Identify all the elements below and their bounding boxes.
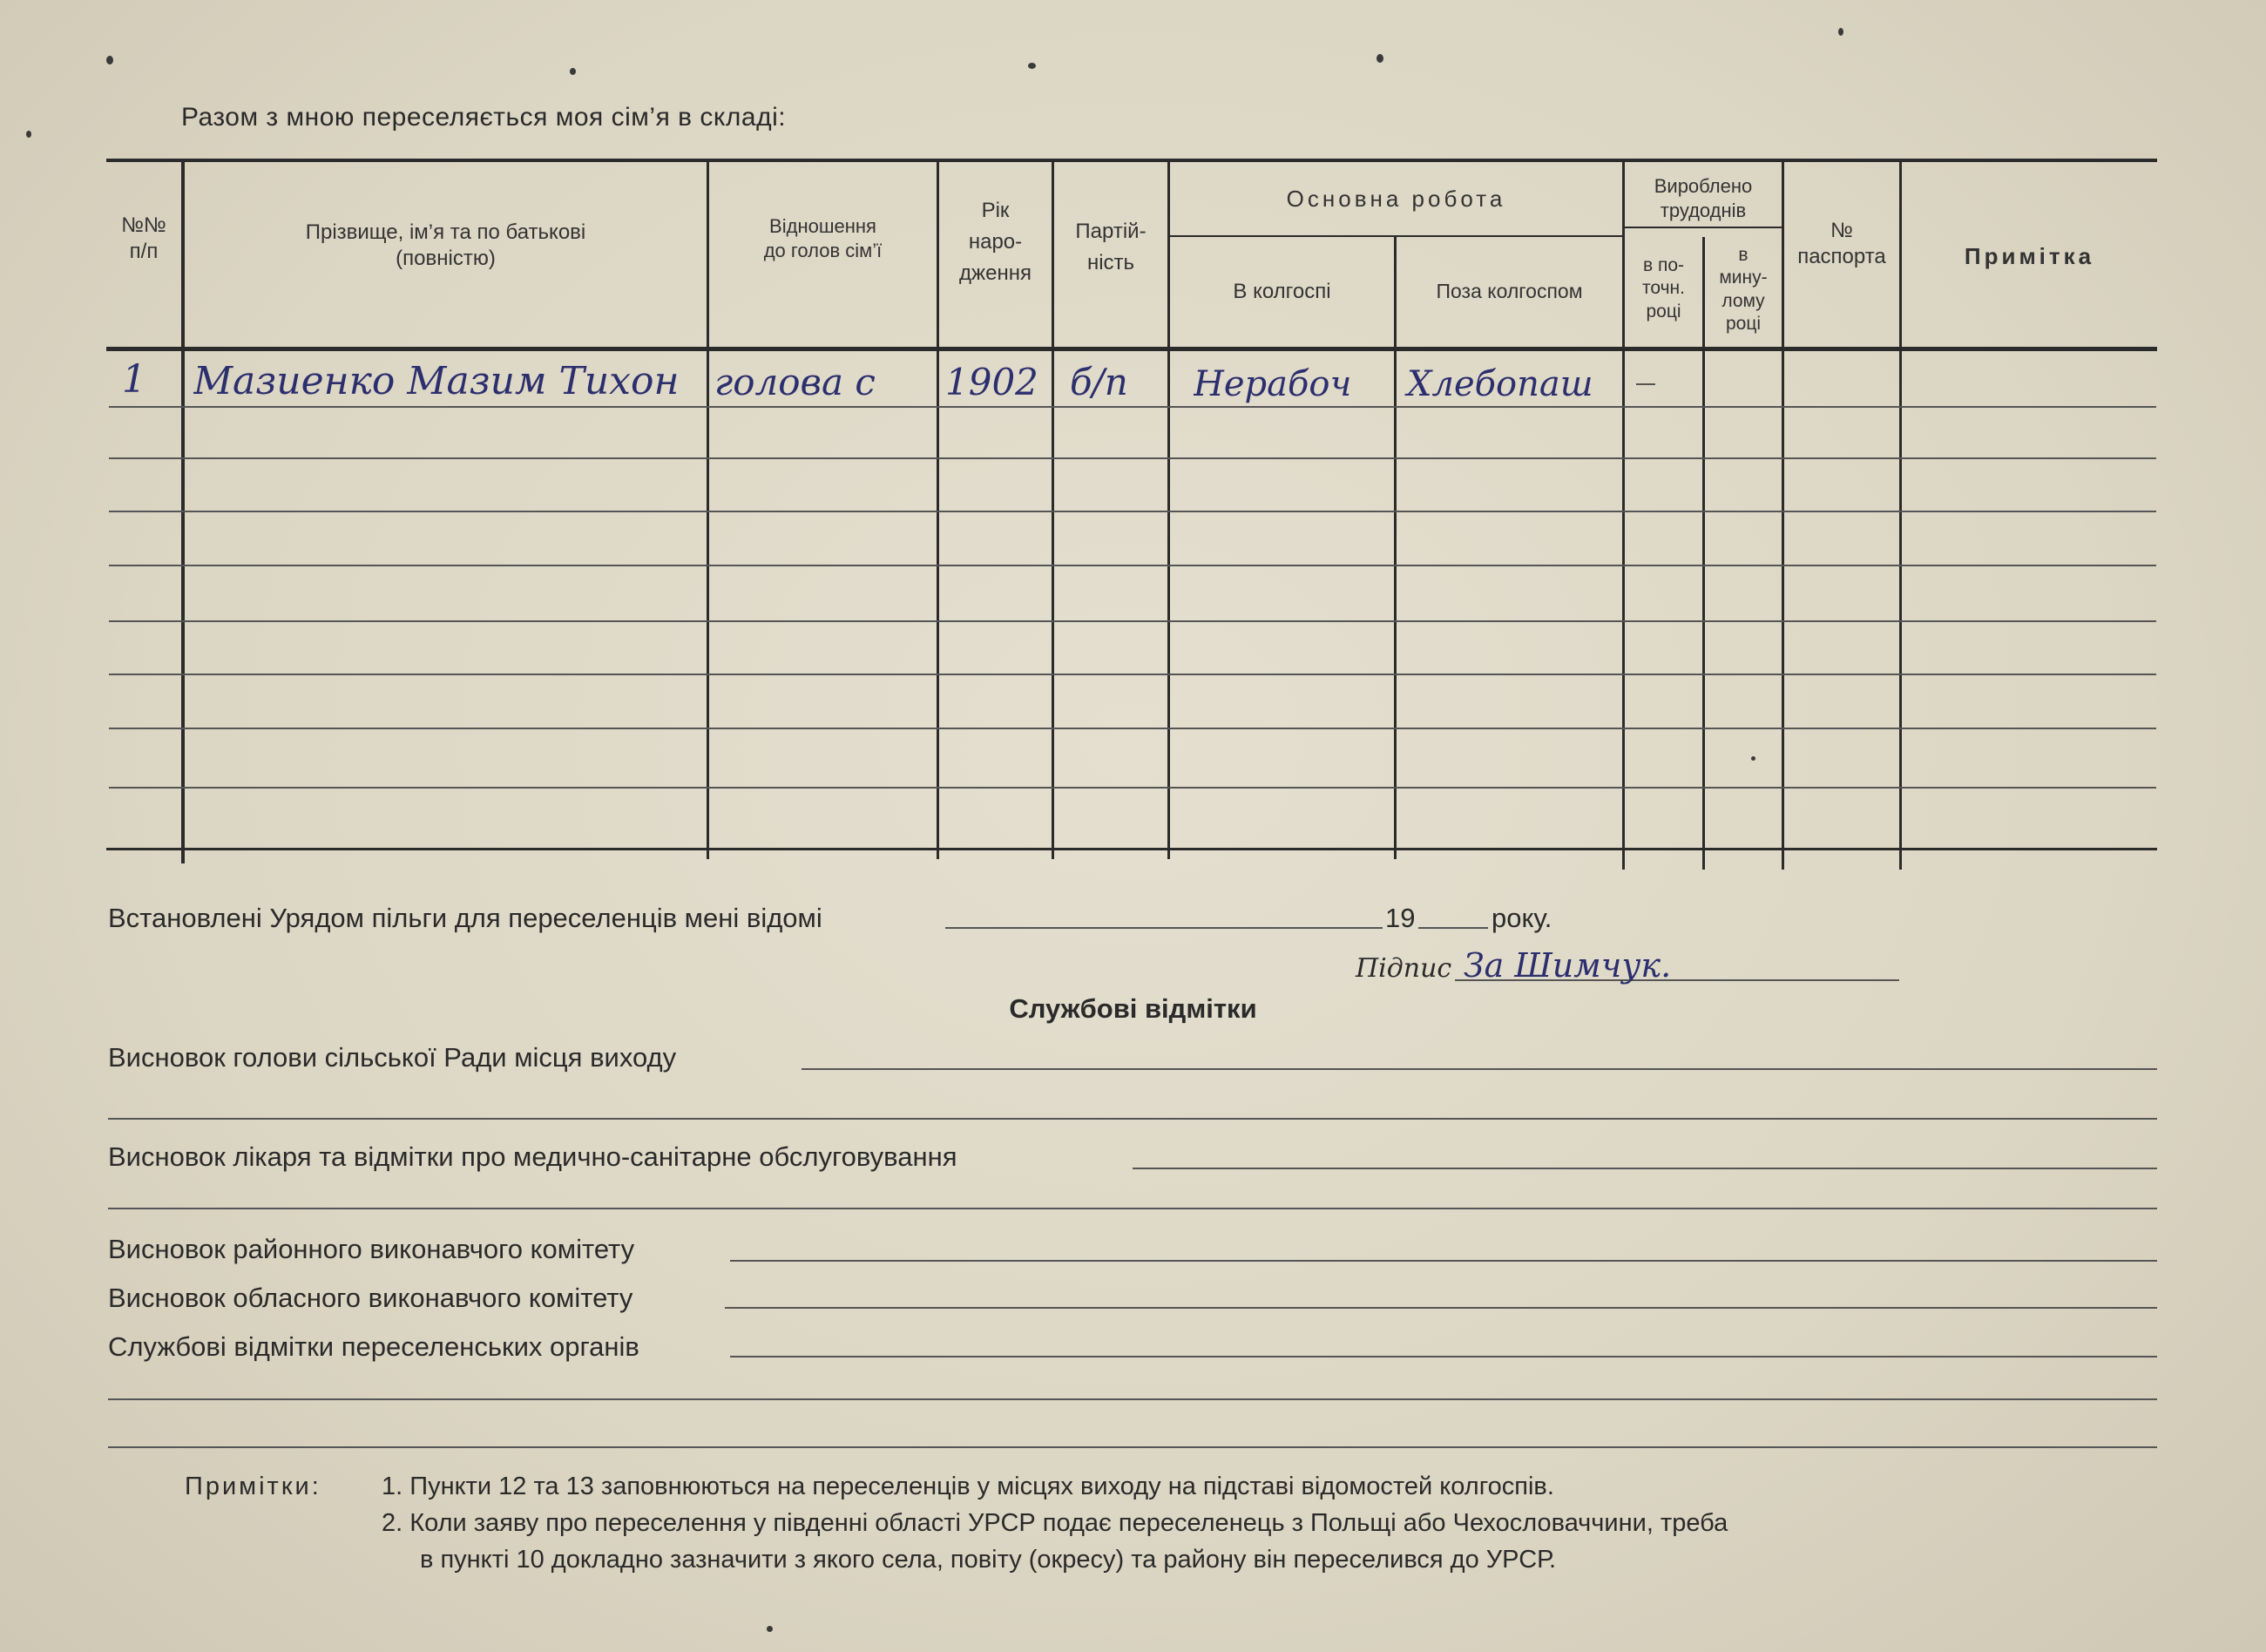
service-title: Службові відмітки	[1009, 993, 1257, 1024]
header-main-work: Основна робота	[1286, 186, 1506, 212]
header-birth-year: Рік наро- дження	[959, 199, 1032, 285]
notes-label: Примітки:	[185, 1473, 321, 1500]
note-2: 2. Коли заяву про переселення у південні області УРСР подає переселенець з Польщі або Чехословаччини, треба	[382, 1509, 1728, 1537]
intro-text: Разом з мною переселяється моя сім’я в складі:	[181, 103, 787, 132]
header-last-year: в мину- лому році	[1719, 245, 1768, 334]
note-1: 1. Пункти 12 та 13 заповнюються на переселенців у місцях виходу на підставі відомостей колгоспів.	[382, 1473, 1554, 1500]
signature-value: За Шимчук.	[1464, 946, 1672, 985]
year-prefix: 19	[1385, 903, 1416, 933]
header-note: Примітка	[1964, 243, 2095, 269]
row-name: Мазиенко Мазим Тихон	[193, 359, 680, 403]
header-relation: Відношення до голов сім’ї	[763, 215, 883, 261]
service-line-district: Висновок районного виконавчого комітету	[108, 1234, 635, 1264]
note-2-continued: в пункті 10 докладно зазначити з якого села, повіту (окресу) та району він переселився до УРСР.	[420, 1546, 1557, 1574]
row-party: б/п	[1070, 361, 1128, 403]
row-num: 1	[122, 357, 146, 402]
row-outside-kolkhoz: Хлебопаш	[1407, 364, 1593, 404]
header-outside-kolkhoz: Поза колгоспом	[1436, 280, 1583, 302]
service-line-doctor: Висновок лікаря та відмітки про медично-санітарне обслуговування	[108, 1141, 957, 1172]
header-passport: № паспорта	[1797, 219, 1886, 268]
header-num: №№ п/п	[121, 213, 166, 263]
service-line-village-council: Висновок голови сільської Ради місця виходу	[108, 1042, 677, 1073]
row-in-kolkhoz: Нерабоч	[1194, 364, 1352, 404]
header-name: Прізвище, ім’я та по батькові (повністю)	[305, 220, 586, 270]
header-workdays: Вироблено трудоднів	[1654, 175, 1753, 221]
benefits-text: Встановлені Урядом пільги для переселенців мені відомі	[108, 903, 822, 933]
header-in-kolkhoz: В колгоспі	[1233, 280, 1331, 303]
row-birth-year: 1902	[945, 361, 1038, 403]
service-line-region: Висновок обласного виконавчого комітету	[108, 1283, 633, 1313]
service-line-resettlement: Службові відмітки переселенських органів	[108, 1331, 639, 1362]
header-party: Партій- ність	[1075, 220, 1147, 274]
signature-label: Підпис	[1356, 953, 1452, 984]
header-current-year: в по- точн. році	[1642, 255, 1685, 322]
row-relation: голова с	[714, 361, 876, 403]
year-suffix: року.	[1492, 903, 1552, 933]
